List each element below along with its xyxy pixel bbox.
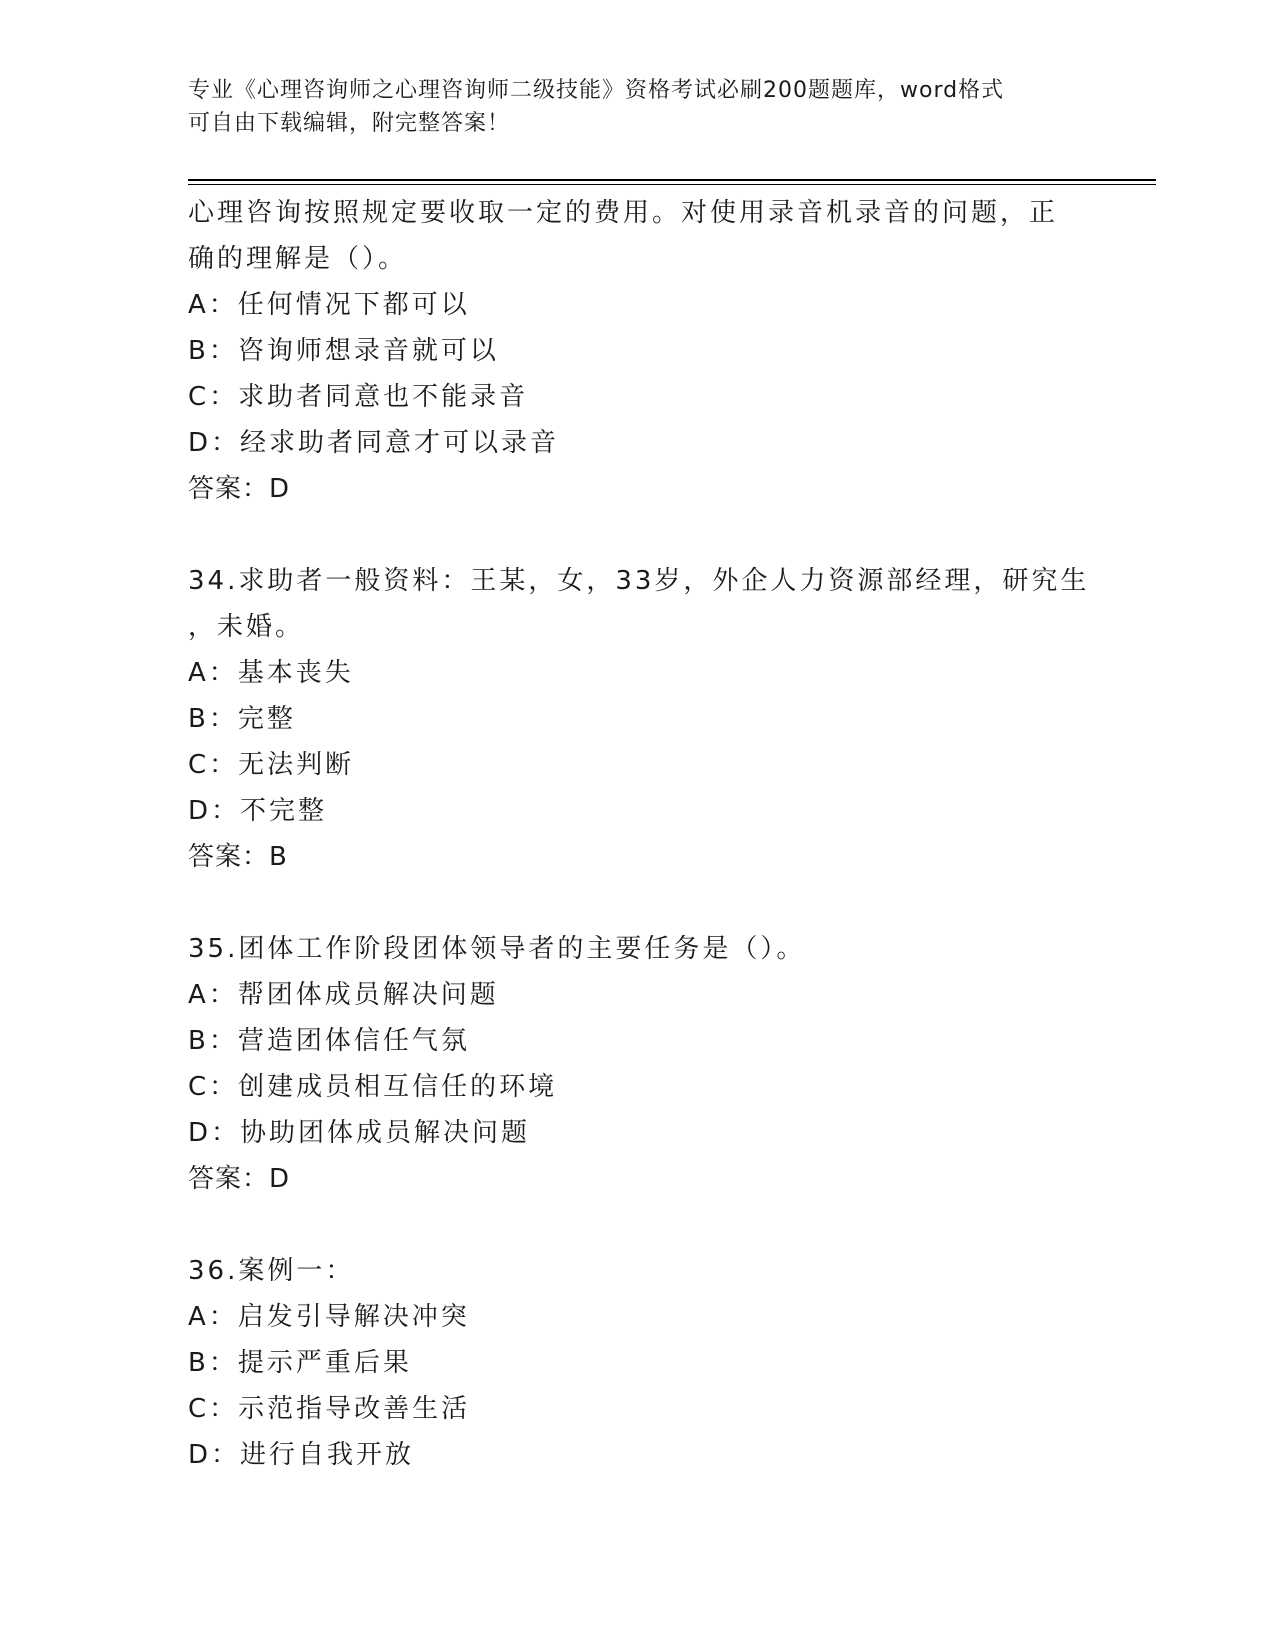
question-list [188,190,1088,1478]
header-line-1: 专业《心理咨询师之心理咨询师二级技能》资格考试必刷200题题库，word格式 [188,78,1005,103]
question-block [188,926,1088,1202]
document-header [188,74,1068,140]
answer-line: 答案：D [188,474,291,504]
answer-line: 答案：B [188,842,288,872]
question-stem: 心理咨询按照规定要收取一定的费用。对使用录音机录音的问题，正 [188,198,1059,228]
spacer [188,1202,1088,1248]
question-stem: 35.团体工作阶段团体领导者的主要任务是（）。 [188,934,806,964]
question-stem: 34.求助者一般资料：王某，女，33岁，外企人力资源部经理，研究生 [188,566,1090,596]
option-b: B：营造团体信任气氛 [188,1026,470,1056]
question-stem-continued: ，未婚。 [188,612,305,642]
question-block [188,190,1088,512]
option-c: C：示范指导改善生活 [188,1394,471,1424]
option-c: C：无法判断 [188,750,355,780]
header-line-2: 可自由下载编辑，附完整答案！ [188,111,511,136]
answer-line: 答案：D [188,1164,291,1194]
option-d: D：协助团体成员解决问题 [188,1118,531,1148]
question-stem-continued: 确的理解是（）。 [188,244,408,274]
header-divider-thin [188,184,1156,185]
option-d: D：进行自我开放 [188,1440,415,1470]
option-d: D：经求助者同意才可以录音 [188,428,560,458]
option-b: B：咨询师想录音就可以 [188,336,499,366]
spacer [188,512,1088,558]
option-b: B：完整 [188,704,296,734]
question-block [188,558,1088,880]
option-a: A：任何情况下都可以 [188,290,470,320]
option-a: A：基本丧失 [188,658,354,688]
option-d: D：不完整 [188,796,328,826]
option-a: A：帮团体成员解决问题 [188,980,499,1010]
question-block [188,1248,1088,1478]
option-b: B：提示严重后果 [188,1348,412,1378]
option-c: C：求助者同意也不能录音 [188,382,529,412]
spacer [188,880,1088,926]
header-divider-thick [188,179,1156,181]
option-a: A：启发引导解决冲突 [188,1302,470,1332]
option-c: C：创建成员相互信任的环境 [188,1072,558,1102]
question-stem: 36.案例一： [188,1256,355,1286]
